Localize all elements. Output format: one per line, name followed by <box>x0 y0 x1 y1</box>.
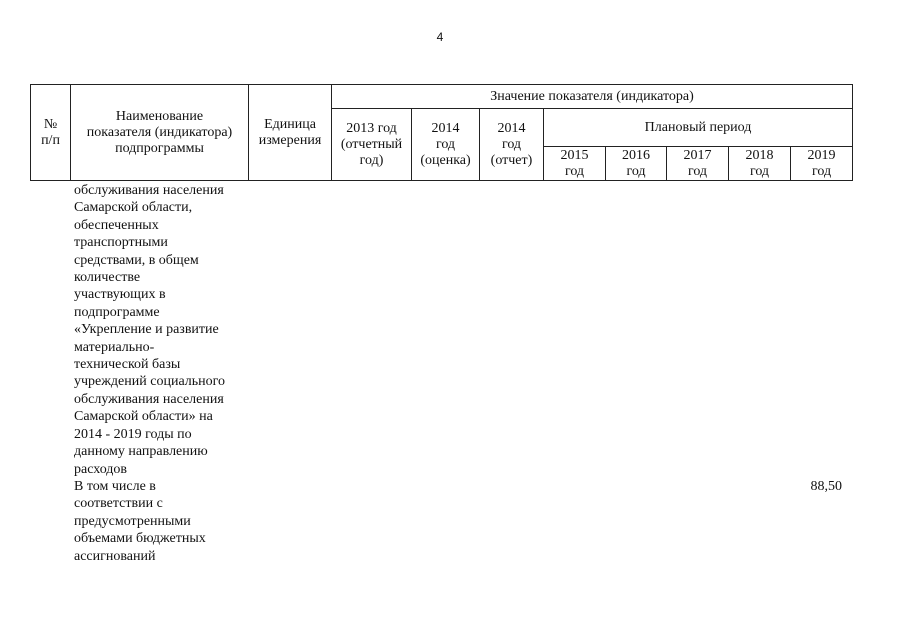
header-2014-estimate: 2014 год (оценка) <box>412 109 480 181</box>
indicator-name-continued: обслуживания населения Самарской области, обеспеченных транспортными средствами, в общем количестве участвующих в подпрограмме «Укрепление и развитие материально- технической базы учреждений социального обслуживания населения Самарской области» на 2014 - 2019 годы по данному направлению расходов <box>74 183 226 477</box>
header-indicator-name: Наименование показателя (индикатора) подпрограммы <box>71 85 249 181</box>
header-value-group: Значение показателя (индикатора) <box>332 85 853 109</box>
header-year-2015: 2015 год <box>544 147 606 181</box>
header-year-2019: 2019 год <box>791 147 853 181</box>
header-planned-period: Плановый период <box>544 109 853 147</box>
header-year-2016: 2016 год <box>606 147 667 181</box>
header-number: № п/п <box>31 85 71 181</box>
header-year-2017: 2017 год <box>667 147 729 181</box>
header-2013: 2013 год (отчетный год) <box>332 109 412 181</box>
header-2014-report: 2014 год (отчет) <box>480 109 544 181</box>
indicator-subrow-name: В том числе в соответствии с предусмотренными объемами бюджетных ассигнований <box>74 479 206 564</box>
page-number: 4 <box>436 30 444 44</box>
header-year-2018: 2018 год <box>729 147 791 181</box>
indicator-table-header <box>30 84 853 181</box>
header-unit: Единица измерения <box>249 85 332 181</box>
subrow-value-2019: 88,50 <box>810 479 842 494</box>
